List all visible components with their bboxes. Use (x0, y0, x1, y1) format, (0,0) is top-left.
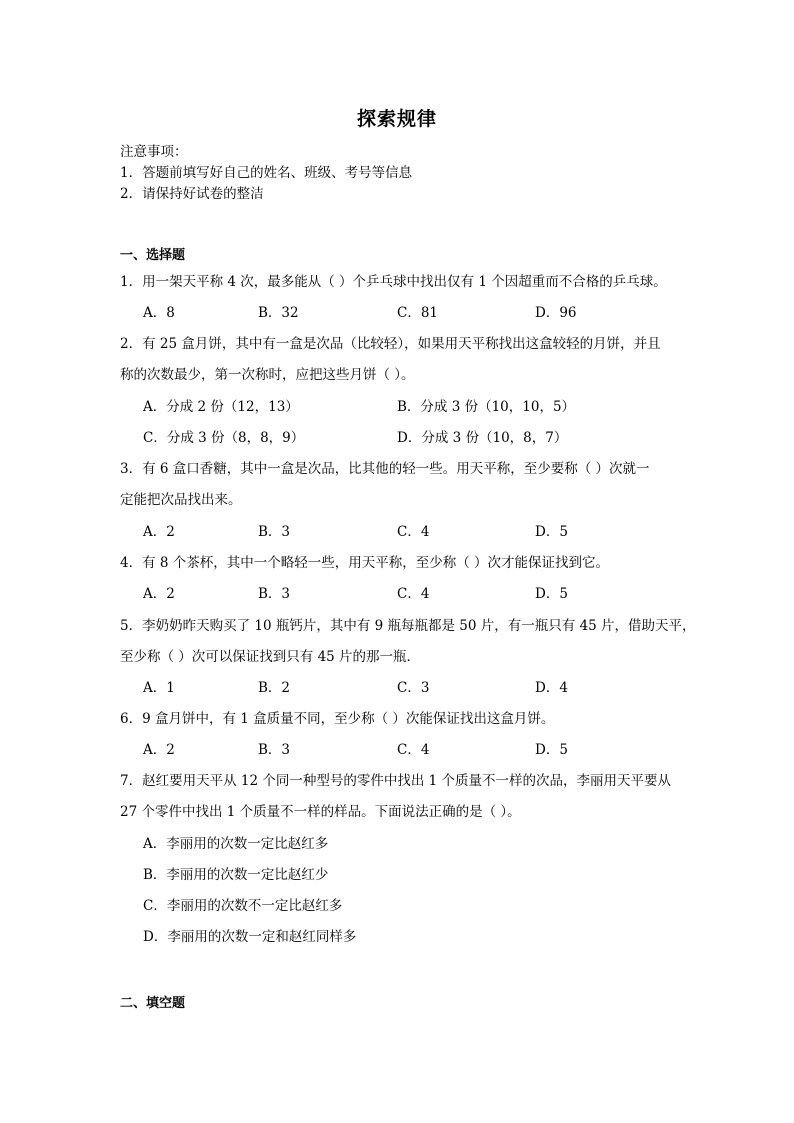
question-1-text: 1．用一架天平称 4 次，最多能从（ ）个乒乓球中找出仅有 1 个因超重而不合格的乒乓球。 (120, 274, 667, 290)
q3-option-c[interactable]: C．4 (397, 524, 430, 540)
q2-option-b[interactable]: B．分成 3 份（10，10，5） (397, 399, 576, 415)
q2-option-c[interactable]: C．分成 3 份（8，8，9） (143, 430, 305, 446)
q7-option-a[interactable]: A．李丽用的次数一定比赵红多 (143, 836, 329, 852)
question-3-text: 3．有 6 盒口香糖，其中一盒是次品，比其他的轻一些。用天平称，至少要称（ ）次就一 (120, 461, 650, 477)
question-2-text: 2．有 25 盒月饼，其中有一盒是次品（比较轻），如果用天平称找出这盒较轻的月饼，并且 (120, 336, 661, 352)
q5-option-c[interactable]: C．3 (397, 680, 430, 696)
page-title: 探索规律 (356, 108, 437, 130)
question-3-text: 定能把次品找出来。 (120, 492, 242, 508)
q3-option-a[interactable]: A．2 (143, 524, 175, 540)
q1-option-a[interactable]: A．8 (143, 305, 175, 321)
q1-option-d[interactable]: D．96 (535, 305, 577, 321)
q7-option-b[interactable]: B．李丽用的次数一定比赵红少 (143, 867, 329, 883)
q2-option-a[interactable]: A．分成 2 份（12，13） (143, 399, 299, 415)
question-7-text: 7．赵红要用天平从 12 个同一种型号的零件中找出 1 个质量不一样的次品，李丽用天平要从 (120, 773, 672, 789)
notes-heading: 注意事项： (120, 144, 188, 160)
question-2-text: 称的次数最少，第一次称时，应把这些月饼（ ）。 (120, 367, 415, 383)
note-item: 2．请保持好试卷的整洁 (120, 186, 264, 202)
q6-option-d[interactable]: D．5 (535, 742, 568, 758)
q7-option-d[interactable]: D．李丽用的次数一定和赵红同样多 (143, 929, 357, 945)
q4-option-d[interactable]: D．5 (535, 586, 568, 602)
question-6-text: 6．9 盒月饼中，有 1 盒质量不同，至少称（ ）次能保证找出这盒月饼。 (120, 711, 555, 727)
q4-option-c[interactable]: C．4 (397, 586, 430, 602)
q1-option-c[interactable]: C．81 (397, 305, 439, 321)
question-5-text: 至少称（ ）次可以保证找到只有 45 片的那一瓶． (120, 649, 421, 665)
q7-option-c[interactable]: C．李丽用的次数不一定比赵红多 (143, 898, 343, 914)
q4-option-a[interactable]: A．2 (143, 586, 175, 602)
section-heading-fill: 二、填空题 (120, 996, 186, 1011)
q5-option-d[interactable]: D．4 (535, 680, 568, 696)
q6-option-b[interactable]: B．3 (258, 742, 291, 758)
section-heading-choice: 一、选择题 (120, 248, 186, 263)
q2-option-d[interactable]: D．分成 3 份（10，8，7） (397, 430, 568, 446)
q6-option-a[interactable]: A．2 (143, 742, 175, 758)
q1-option-b[interactable]: B．32 (258, 305, 299, 321)
question-5-text: 5．李奶奶昨天购买了 10 瓶钙片，其中有 9 瓶每瓶都是 50 片，有一瓶只有 45 片，借助天平， (120, 618, 696, 634)
q5-option-b[interactable]: B．2 (258, 680, 291, 696)
q5-option-a[interactable]: A．1 (143, 680, 175, 696)
q4-option-b[interactable]: B．3 (258, 586, 291, 602)
question-4-text: 4．有 8 个茶杯，其中一个略轻一些，用天平称，至少称（ ）次才能保证找到它。 (120, 555, 610, 571)
question-7-text: 27 个零件中找出 1 个质量不一样的样品。下面说法正确的是（ ）。 (120, 804, 521, 820)
q3-option-d[interactable]: D．5 (535, 524, 568, 540)
q3-option-b[interactable]: B．3 (258, 524, 291, 540)
note-item: 1．答题前填写好自己的姓名、班级、考号等信息 (120, 165, 413, 181)
q6-option-c[interactable]: C．4 (397, 742, 430, 758)
